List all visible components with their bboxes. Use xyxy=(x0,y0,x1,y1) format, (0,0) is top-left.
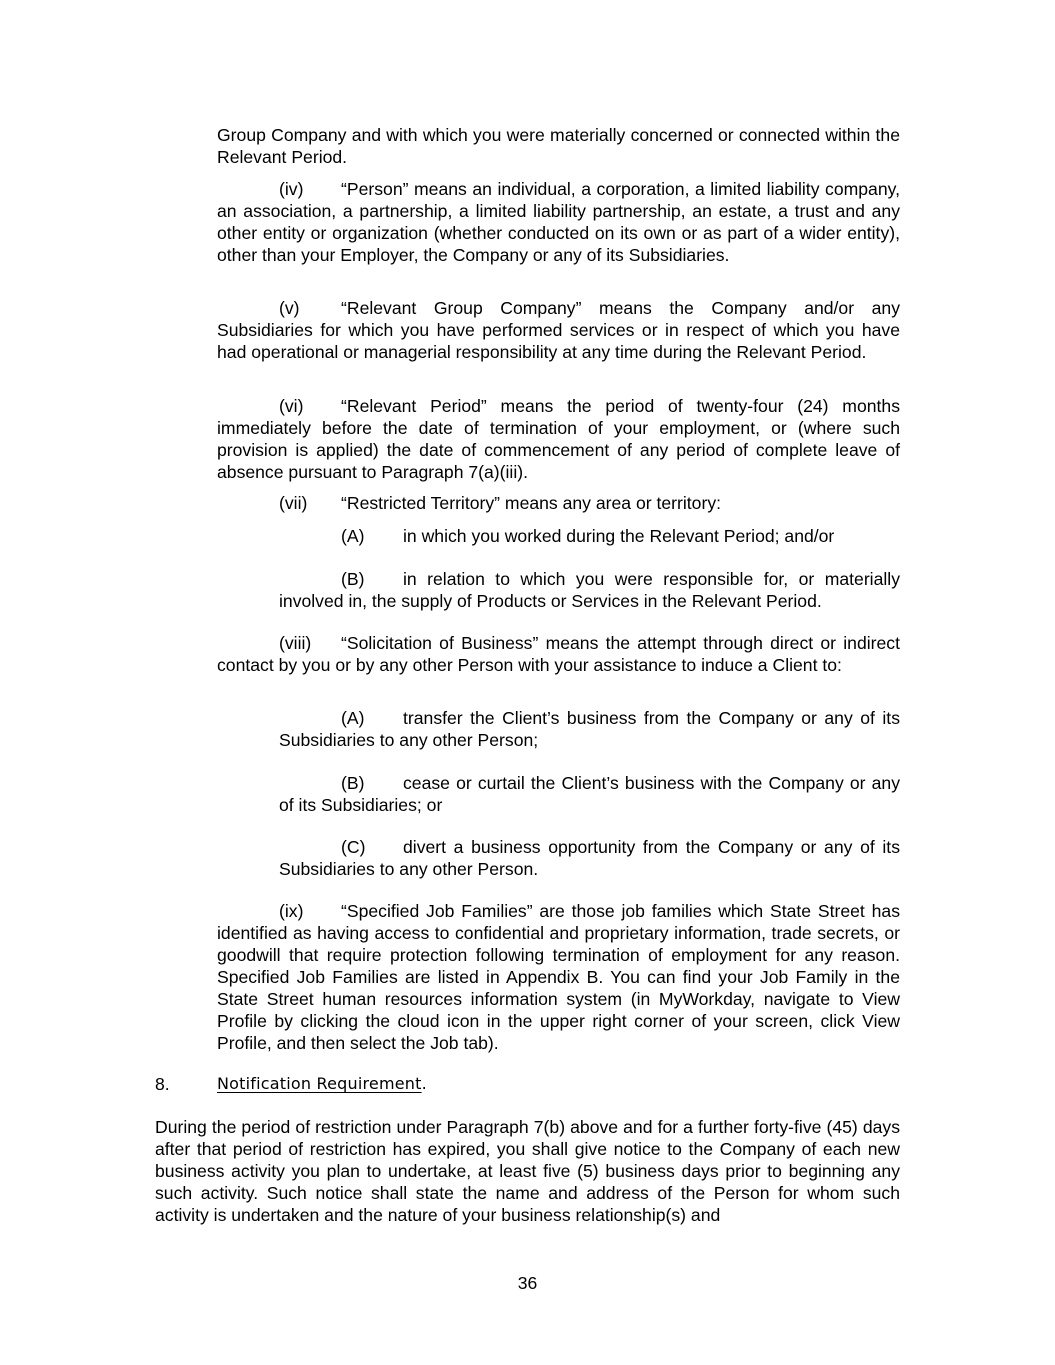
section-8-title-wrap xyxy=(217,1073,427,1095)
section-8-body: During the period of restriction under Paragraph 7(b) above and for a further forty-five (45) days after that period of restriction has expired, you shall give notice to the Company of each new business activity you plan to undertake, at least five (5) business days prior to beginning any such activity. Such notice shall state the name and address of the Person for whom such activity is undertaken and the nature of your business relationship(s) and xyxy=(155,1117,900,1225)
definition-viii-item-c-text: divert a business opportunity from the Company or any of its Subsidiaries to any other Person. xyxy=(279,837,900,879)
definition-vii-item-a xyxy=(341,525,900,547)
definition-vii-item-b-text: in relation to which you were responsible for, or materially involved in, the supply of Products or Services in the Relevant Period. xyxy=(279,569,900,611)
definition-viii-item-c xyxy=(279,836,900,880)
definition-ix-text: “Specified Job Families” are those job families which State Street has identified as having access to confidential and proprietary information, trade secrets, or goodwill that require protection following termination of employment for any reason. Specified Job Families are listed in Appendix B. You can find your Job Family in the State Street human resources information system (in MyWorkday, navigate to View Profile by clicking the cloud icon in the upper right corner of your screen, click View Profile, and then select the Job tab). xyxy=(217,901,900,1053)
definition-iv-label: (iv) xyxy=(279,179,304,199)
definition-vii-item-a-text: in which you worked during the Relevant Period; and/or xyxy=(403,526,835,546)
definition-viii xyxy=(217,632,900,676)
continuation-paragraph: Group Company and with which you were materially concerned or connected within the Relevant Period. xyxy=(217,125,900,167)
definition-vi-label: (vi) xyxy=(279,396,304,416)
definition-viii-item-b-text: cease or curtail the Client’s business with the Company or any of its Subsidiaries; or xyxy=(279,773,900,815)
section-8-number: 8. xyxy=(155,1074,170,1094)
definition-vi-text: “Relevant Period” means the period of twenty-four (24) months immediately before the date of termination of your employment, or (where such provision is applied) the date of commencement of any period of complete leave of absence pursuant to Paragraph 7(a)(iii). xyxy=(217,396,900,482)
definition-vii-item-b xyxy=(279,568,900,612)
definition-viii-item-b-label: (B) xyxy=(341,773,365,793)
definition-viii-item-c-label: (C) xyxy=(341,837,366,857)
definition-v-text: “Relevant Group Company” means the Company and/or any Subsidiaries for which you have performed services or in respect of which you have had operational or managerial responsibility at any time during the Relevant Period. xyxy=(217,298,900,362)
definition-ix-label: (ix) xyxy=(279,901,304,921)
page-number: 36 xyxy=(517,1273,538,1293)
section-8-title: Notification Requirement xyxy=(217,1074,422,1093)
definition-vii-item-b-label: (B) xyxy=(341,569,365,589)
definition-v xyxy=(217,297,900,363)
definition-viii-label: (viii) xyxy=(279,633,312,653)
section-8-title-period: . xyxy=(421,1074,427,1093)
definition-viii-item-a-text: transfer the Client’s business from the Company or any of its Subsidiaries to any other Person; xyxy=(279,708,900,750)
definition-ix xyxy=(217,900,900,1054)
definition-v-label: (v) xyxy=(279,298,300,318)
definition-iv-text: “Person” means an individual, a corporation, a limited liability company, an association, a partnership, a limited liability partnership, an estate, a trust and any other entity or organization (whether conducted on its own or as part of a wider entity), other than your Employer, the Company or any of its Subsidiaries. xyxy=(217,179,900,265)
definition-vii-item-a-label: (A) xyxy=(341,526,365,546)
definition-vii-text: “Restricted Territory” means any area or territory: xyxy=(341,493,722,513)
definition-viii-item-a-label: (A) xyxy=(341,708,365,728)
definition-viii-text: “Solicitation of Business” means the attempt through direct or indirect contact by you or by any other Person with your assistance to induce a Client to: xyxy=(217,633,900,675)
definition-vii-label: (vii) xyxy=(279,493,308,513)
definition-viii-item-b xyxy=(279,772,900,816)
definition-viii-item-a xyxy=(279,707,900,751)
definition-iv xyxy=(217,178,900,266)
definition-vi xyxy=(217,395,900,483)
definition-vii xyxy=(279,492,900,514)
